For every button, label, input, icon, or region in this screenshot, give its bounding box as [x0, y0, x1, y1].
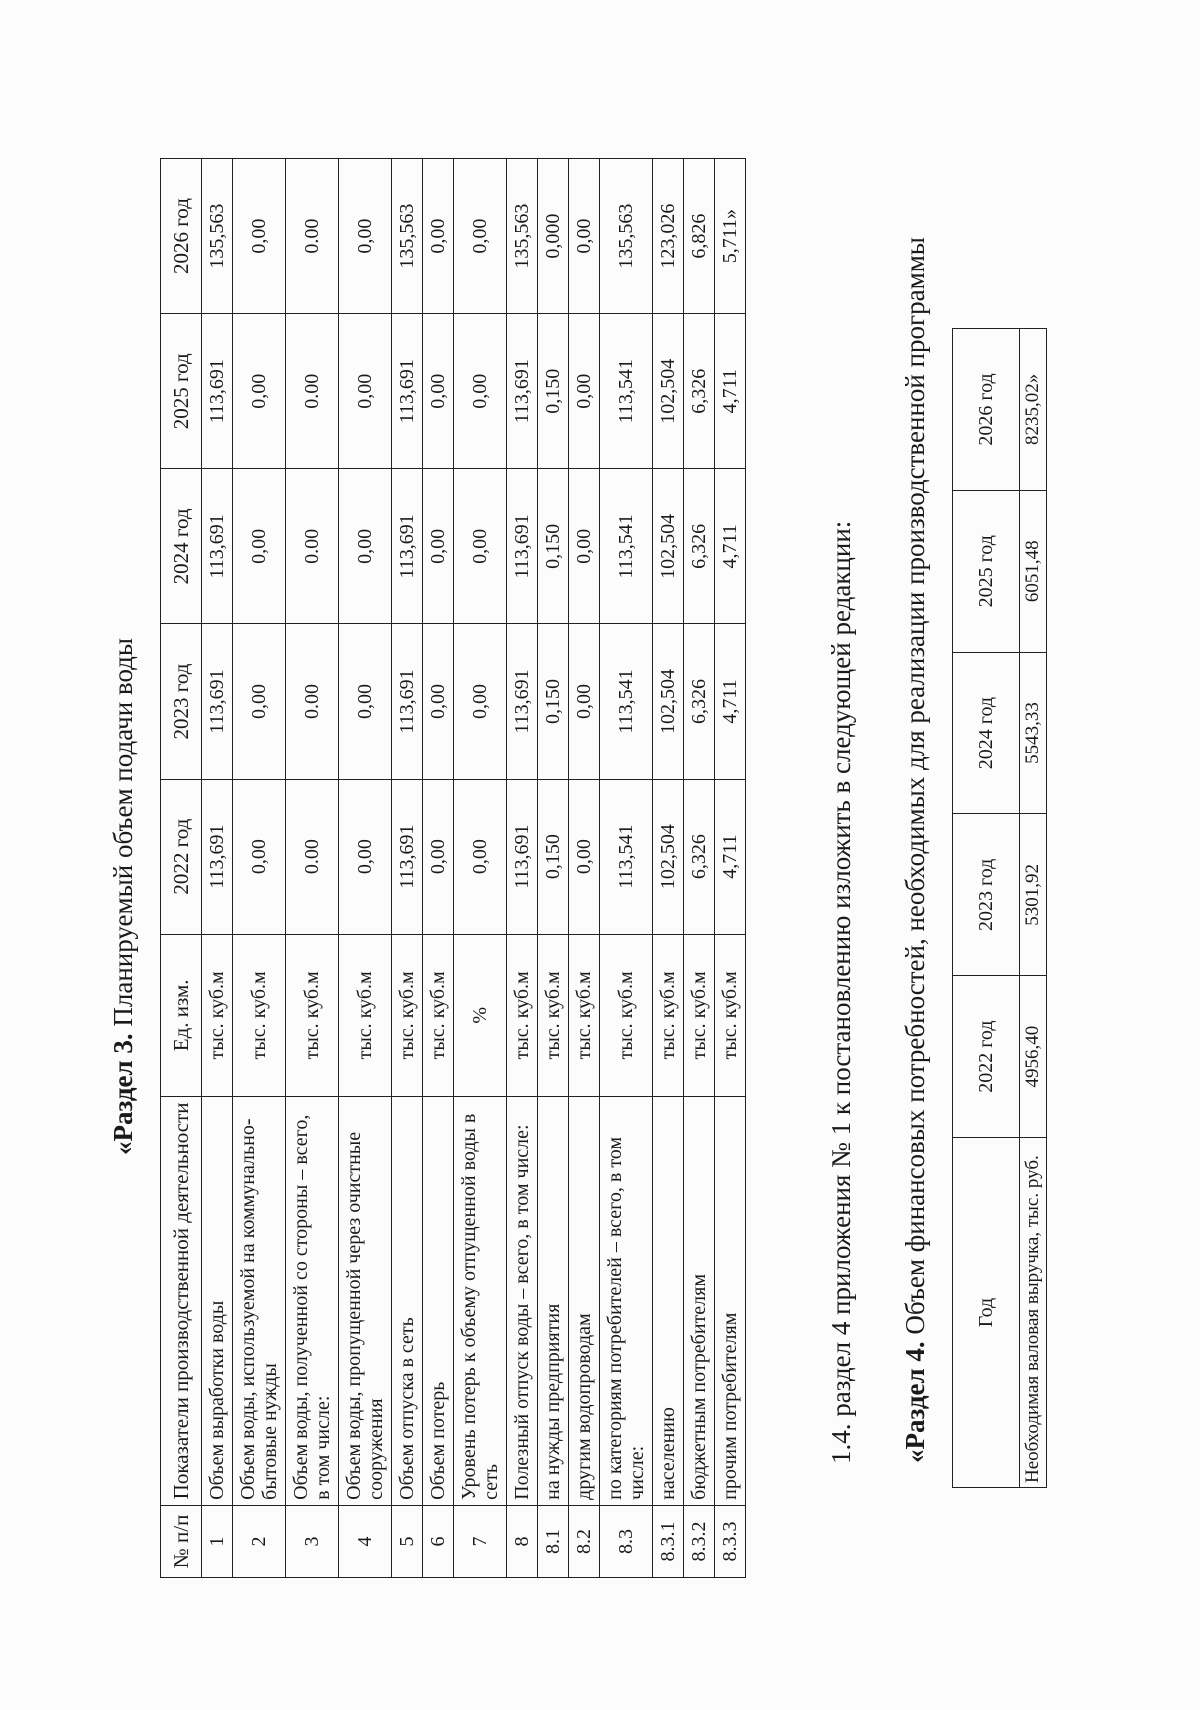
row-number: 5 [392, 1505, 423, 1577]
row-value-2026: 0.00 [286, 159, 339, 314]
row-value-2025: 113,691 [507, 314, 538, 469]
row-number: 8 [507, 1505, 538, 1577]
s4-value-2025: 6051,48 [1020, 490, 1047, 652]
s4-header-year: Год [953, 1138, 1020, 1488]
row-value-2023: 6,326 [684, 624, 715, 779]
s4-header-2024: 2024 год [953, 652, 1020, 814]
col-header-unit: Ед. изм. [161, 934, 202, 1096]
row-value-2025: 4,711 [715, 314, 746, 469]
s4-revenue-label: Необходимая валовая выручка, тыс. руб. [1020, 1138, 1047, 1488]
row-indicator: Полезный отпуск воды – всего, в том числе: [507, 1097, 538, 1506]
row-unit: тыс. куб.м [715, 934, 746, 1096]
table-row [233, 159, 286, 1578]
row-value-2023: 0,00 [569, 624, 600, 779]
row-value-2022: 0,00 [423, 779, 454, 934]
row-value-2026: 0,00 [233, 159, 286, 314]
table-row [286, 159, 339, 1578]
row-value-2023: 4,711 [715, 624, 746, 779]
row-value-2022: 0,150 [538, 779, 569, 934]
row-unit: тыс. куб.м [233, 934, 286, 1096]
col-header-2026: 2026 год [161, 159, 202, 314]
row-indicator: на нужды предприятия [538, 1097, 569, 1506]
row-value-2024: 113,691 [507, 469, 538, 624]
table-row [569, 159, 600, 1578]
row-value-2023: 0,00 [339, 624, 392, 779]
row-number: 7 [454, 1505, 507, 1577]
row-value-2023: 0,150 [538, 624, 569, 779]
row-value-2026: 0,00 [569, 159, 600, 314]
row-value-2024: 0,00 [569, 469, 600, 624]
row-value-2026: 0,00 [423, 159, 454, 314]
row-unit: тыс. куб.м [286, 934, 339, 1096]
section4-header-row [953, 329, 1020, 1488]
row-value-2026: 123,026 [653, 159, 684, 314]
row-unit: тыс. куб.м [339, 934, 392, 1096]
table-row [715, 159, 746, 1578]
row-value-2022: 0,00 [233, 779, 286, 934]
table-row [454, 159, 507, 1578]
row-value-2024: 102,504 [653, 469, 684, 624]
row-indicator: Объем воды, используемой на коммунально-бытовые нужды [233, 1097, 286, 1506]
section4-revenue-row [1020, 329, 1047, 1488]
row-value-2024: 0.00 [286, 469, 339, 624]
row-number: 8.1 [538, 1505, 569, 1577]
row-value-2025: 113,691 [202, 314, 233, 469]
row-value-2023: 113,691 [392, 624, 423, 779]
row-value-2025: 102,504 [653, 314, 684, 469]
row-unit: тыс. куб.м [202, 934, 233, 1096]
row-value-2025: 6,326 [684, 314, 715, 469]
row-value-2025: 0,00 [423, 314, 454, 469]
row-indicator: Объем отпуска в сеть [392, 1097, 423, 1506]
table-row [339, 159, 392, 1578]
row-unit: тыс. куб.м [569, 934, 600, 1096]
row-value-2023: 0,00 [423, 624, 454, 779]
s4-header-2023: 2023 год [953, 814, 1020, 976]
row-value-2024: 6,326 [684, 469, 715, 624]
row-number: 8.3 [600, 1505, 653, 1577]
row-indicator: бюджетным потребителям [684, 1097, 715, 1506]
row-value-2026: 135,563 [392, 159, 423, 314]
row-value-2022: 113,691 [507, 779, 538, 934]
row-value-2026: 5,711» [715, 159, 746, 314]
row-unit: тыс. куб.м [507, 934, 538, 1096]
table-row [684, 159, 715, 1578]
section4-heading [900, 237, 931, 1463]
col-header-indicator: Показатели производственной деятельности [161, 1097, 202, 1506]
row-value-2024: 0,00 [233, 469, 286, 624]
row-value-2026: 135,563 [600, 159, 653, 314]
row-indicator: Объем потерь [423, 1097, 454, 1506]
row-value-2024: 4,711 [715, 469, 746, 624]
row-unit: тыс. куб.м [600, 934, 653, 1096]
row-number: 1 [202, 1505, 233, 1577]
section4-heading-text: Объем финансовых потребностей, необходимых для реализации производственной программы [900, 237, 930, 1342]
table-row [538, 159, 569, 1578]
row-value-2024: 0,00 [339, 469, 392, 624]
row-value-2024: 0,00 [423, 469, 454, 624]
row-indicator: по категориям потребителей – всего, в том числе: [600, 1097, 653, 1506]
row-value-2023: 0.00 [286, 624, 339, 779]
amendment-text: 1.4. раздел 4 приложения № 1 к постановлению изложить в следующей редакции: [826, 520, 856, 1464]
row-unit: тыс. куб.м [423, 934, 454, 1096]
row-indicator: другим водопроводам [569, 1097, 600, 1506]
s4-value-2022: 4956,40 [1020, 976, 1047, 1138]
row-value-2026: 0,00 [454, 159, 507, 314]
section3-heading-text: Планируемый объем подачи воды [108, 637, 138, 1034]
row-value-2022: 113,541 [600, 779, 653, 934]
row-value-2022: 0,00 [569, 779, 600, 934]
row-value-2024: 113,541 [600, 469, 653, 624]
row-value-2022: 102,504 [653, 779, 684, 934]
row-value-2024: 0,00 [454, 469, 507, 624]
row-value-2025: 0,00 [339, 314, 392, 469]
row-number: 8.3.3 [715, 1505, 746, 1577]
row-value-2023: 113,541 [600, 624, 653, 779]
col-header-2022: 2022 год [161, 779, 202, 934]
row-value-2022: 0.00 [286, 779, 339, 934]
row-value-2025: 0,00 [233, 314, 286, 469]
row-value-2024: 113,691 [202, 469, 233, 624]
col-header-2025: 2025 год [161, 314, 202, 469]
section3-header-row [161, 159, 202, 1578]
s4-value-2023: 5301,92 [1020, 814, 1047, 976]
row-indicator: Объем воды, пропущенной через очистные сооружения [339, 1097, 392, 1506]
row-value-2023: 102,504 [653, 624, 684, 779]
s4-header-2022: 2022 год [953, 976, 1020, 1138]
row-value-2025: 0.00 [286, 314, 339, 469]
section4-table [952, 328, 1047, 1488]
table-row [507, 159, 538, 1578]
row-value-2025: 0,150 [538, 314, 569, 469]
col-header-num: № п/п [161, 1505, 202, 1577]
row-value-2026: 135,563 [202, 159, 233, 314]
table-row [202, 159, 233, 1578]
row-indicator: Объем выработки воды [202, 1097, 233, 1506]
row-indicator: прочим потребителям [715, 1097, 746, 1506]
s4-value-2024: 5543,33 [1020, 652, 1047, 814]
row-value-2025: 0,00 [454, 314, 507, 469]
row-value-2025: 0,00 [569, 314, 600, 469]
row-number: 8.3.2 [684, 1505, 715, 1577]
row-number: 8.2 [569, 1505, 600, 1577]
row-value-2022: 4,711 [715, 779, 746, 934]
row-value-2022: 113,691 [202, 779, 233, 934]
row-indicator: населению [653, 1097, 684, 1506]
row-indicator: Объем воды, полученной со стороны – всего, в том числе: [286, 1097, 339, 1506]
s4-header-2025: 2025 год [953, 490, 1020, 652]
section3-heading-bold: «Раздел 3. [108, 1033, 138, 1155]
row-value-2022: 0,00 [339, 779, 392, 934]
row-indicator: Уровень потерь к объему отпущенной воды в сеть [454, 1097, 507, 1506]
table-row [653, 159, 684, 1578]
row-value-2026: 0,00 [339, 159, 392, 314]
row-number: 8.3.1 [653, 1505, 684, 1577]
row-number: 4 [339, 1505, 392, 1577]
row-value-2025: 113,541 [600, 314, 653, 469]
row-unit: тыс. куб.м [538, 934, 569, 1096]
table-row [600, 159, 653, 1578]
s4-header-2026: 2026 год [953, 329, 1020, 491]
section3-heading [108, 638, 139, 1155]
table-row [392, 159, 423, 1578]
col-header-2023: 2023 год [161, 624, 202, 779]
row-value-2024: 0,150 [538, 469, 569, 624]
s4-value-2026: 8235,02» [1020, 329, 1047, 491]
table-row [423, 159, 454, 1578]
row-value-2024: 113,691 [392, 469, 423, 624]
row-number: 6 [423, 1505, 454, 1577]
row-unit: % [454, 934, 507, 1096]
row-value-2022: 113,691 [392, 779, 423, 934]
row-value-2026: 0,000 [538, 159, 569, 314]
row-value-2026: 135,563 [507, 159, 538, 314]
row-value-2022: 0,00 [454, 779, 507, 934]
row-unit: тыс. куб.м [684, 934, 715, 1096]
row-value-2023: 0,00 [454, 624, 507, 779]
section3-table [160, 158, 746, 1578]
row-number: 2 [233, 1505, 286, 1577]
row-value-2023: 113,691 [202, 624, 233, 779]
row-value-2025: 113,691 [392, 314, 423, 469]
row-value-2023: 113,691 [507, 624, 538, 779]
row-value-2022: 6,326 [684, 779, 715, 934]
col-header-2024: 2024 год [161, 469, 202, 624]
row-unit: тыс. куб.м [653, 934, 684, 1096]
section4-heading-bold: «Раздел 4. [900, 1341, 930, 1463]
row-value-2023: 0,00 [233, 624, 286, 779]
row-value-2026: 6,826 [684, 159, 715, 314]
row-number: 3 [286, 1505, 339, 1577]
row-unit: тыс. куб.м [392, 934, 423, 1096]
